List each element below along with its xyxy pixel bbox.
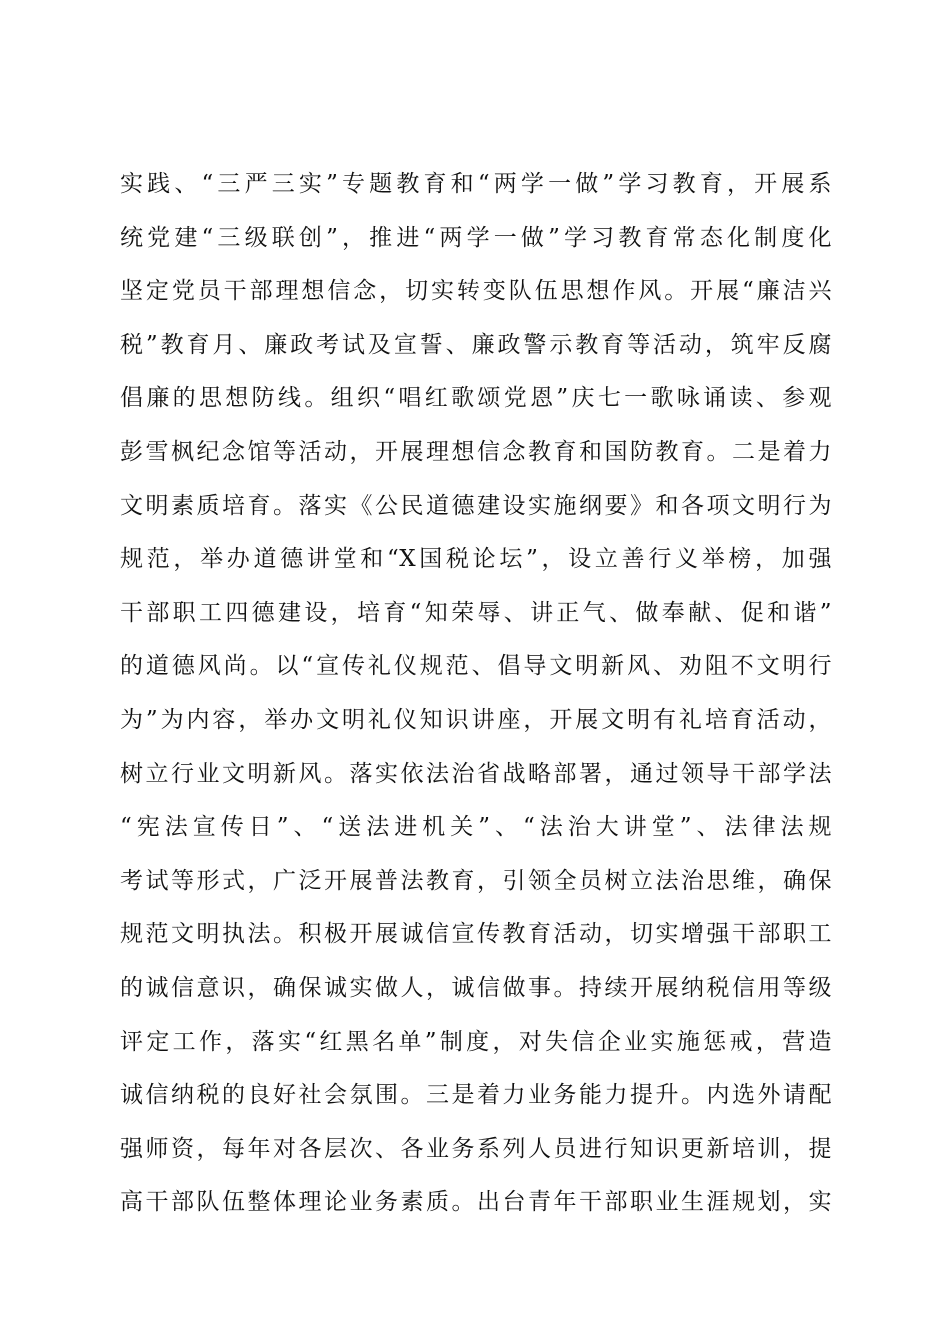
text-line: 税”教育月、廉政考试及宣誓、廉政警示教育等活动，筑牢反腐 <box>120 331 832 358</box>
text-line: 实践、“三严三实”专题教育和“两学一做”学习教育，开展系 <box>120 171 832 197</box>
text-line: 高干部队伍整体理论业务素质。出台青年干部职业生涯规划，实 <box>120 1189 832 1216</box>
text-line: “宪法宣传日”、“送法进机关”、“法治大讲堂”、法律法规 <box>120 814 832 841</box>
text-line: 的诚信意识，确保诚实做人，诚信做事。持续开展纳税信用等级 <box>120 974 832 1001</box>
text-line: 倡廉的思想防线。组织“唱红歌颂党恩”庆七一歌咏诵读、参观 <box>120 385 832 412</box>
document-body <box>120 158 832 1230</box>
text-line: 考试等形式，广泛开展普法教育，引领全员树立法治思维，确保 <box>120 867 832 894</box>
text-line: 树立行业文明新风。落实依法治省战略部署，通过领导干部学法 <box>120 760 832 787</box>
text-line: 坚定党员干部理想信念，切实转变队伍思想作风。开展“廉洁兴 <box>120 278 832 305</box>
text-line: 为”为内容，举办文明礼仪知识讲座，开展文明有礼培育活动， <box>120 706 832 733</box>
text-line: 统党建“三级联创”，推进“两学一做”学习教育常态化制度化 <box>120 224 832 251</box>
text-line: 规范，举办道德讲堂和“X国税论坛”，设立善行义举榜，加强 <box>120 546 832 573</box>
text-line: 的道德风尚。以“宣传礼仪规范、倡导文明新风、劝阻不文明行 <box>120 653 832 680</box>
text-line: 规范文明执法。积极开展诚信宣传教育活动，切实增强干部职工 <box>120 921 832 948</box>
text-line: 诚信纳税的良好社会氛围。三是着力业务能力提升。内选外请配 <box>120 1082 832 1109</box>
text-line: 彭雪枫纪念馆等活动，开展理想信念教育和国防教育。二是着力 <box>120 438 832 465</box>
text-line: 文明素质培育。落实《公民道德建设实施纲要》和各项文明行为 <box>120 492 832 519</box>
text-line: 评定工作，落实“红黑名单”制度，对失信企业实施惩戒，营造 <box>120 1028 832 1055</box>
text-line: 强师资，每年对各层次、各业务系列人员进行知识更新培训，提 <box>120 1135 832 1162</box>
text-line: 干部职工四德建设，培育“知荣辱、讲正气、做奉献、促和谐” <box>120 599 832 626</box>
